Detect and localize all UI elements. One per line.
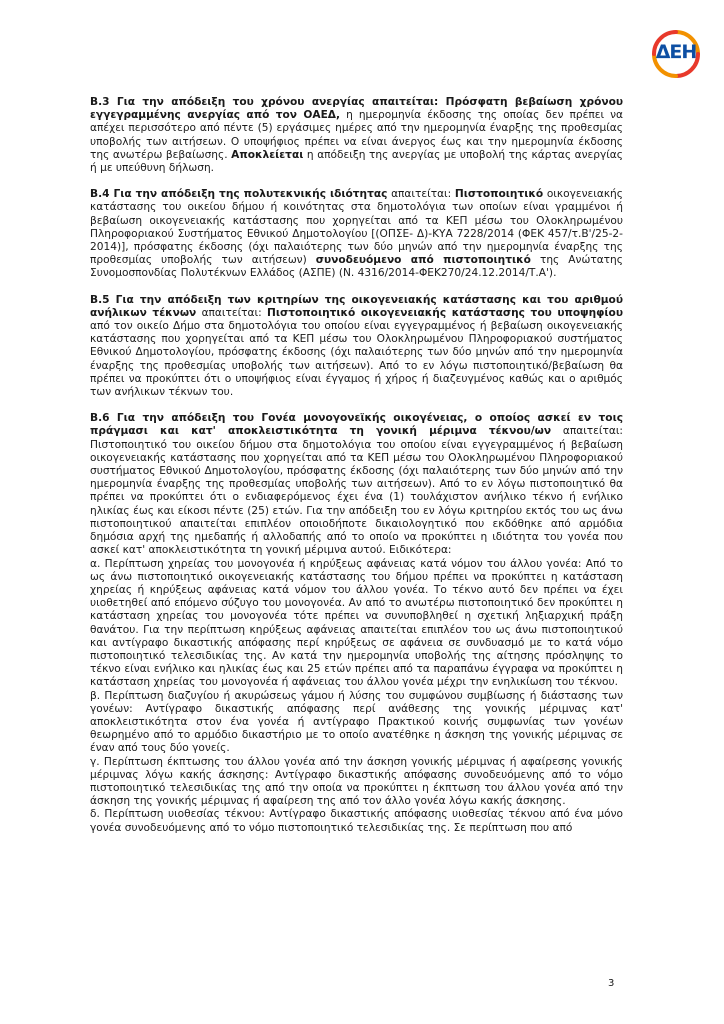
paragraph-b6c (90, 756, 623, 809)
body-text: από τον οικείο Δήμο στα δημοτολόγια του οποίου είναι εγγεγραμμένος ή βεβαίωση οικογενειακής κατάστασης που χορηγείται από τα ΚΕΠ μέσω του Ολοκληρωμένου Πληροφοριακού συστήματος Εθνικού Δημοτολογίου, πρόσφατης έκδοσης (όχι παλαιότερης των δύο μηνών από την ημερομηνία έναρξης της προθεσμίας υποβολής των αιτήσεων). Από το εν λόγω πιστοποιητικό/βεβαίωση θα πρέπει να προκύπτει ότι ο υποψήφιος είναι έγγαμος ή χήρος ή διαζευγμένος καθώς και ο αριθμός των ανήλικων τέκνων του. (90, 320, 623, 399)
document-body (90, 96, 623, 835)
body-text: η απόδειξη της ανεργίας με υποβολή της κάρτας ανεργίας ή με υπεύθυνη δήλωση. (90, 148, 624, 175)
bold-text: συνοδευόμενο από πιστοποιητικό (315, 254, 531, 267)
body-text: α. Περίπτωση χηρείας του μονογονέα ή κηρύξεως αφάνειας κατά νόμον του άλλου γονέα: Από το ως άνω πιστοποιητικό οικογενειακής κατάστασης του δήμου πρέπει να προκύπτει η κατάσταση χηρείας ή κηρύξεως αφάνειας κατά νόμον του άλλου γονέα. Το τέκνο αυτό δεν πρέπει να έχει υιοθετηθεί από επόμενο σύζυγο του μονογονέα. Αν από το ανωτέρω πιστοποιητικό δεν προκύπτει η κατάσταση χηρείας του μονογονέα τότε πρέπει να συνυποβληθεί η σχετική ληξιαρχική πράξη θανάτου. Για την περίπτωση κηρύξεως αφάνειας απαιτείται επιπλέον του ως άνω πιστοποιητικού και αντίγραφο δικαστικής απόφασης περί κηρύξεως σε αφάνεια σε συνδυασμό με το κατά νόμο πιστοποιητικό τελεσιδικίας της. Αν κατά την ημερομηνία υποβολής της αίτησης πρόσληψης το τέκνο είναι ενήλικο και ηλικίας έως και 25 ετών πρέπει από τα παραπάνω έγγραφα να προκύπτει η κατάσταση χηρείας του μονογονέα ή αφάνειας του άλλου γονέα μέχρι την ενηλικίωση του τέκνου. (90, 557, 623, 689)
bold-text: Πιστοποιητικό οικογενειακής κατάστασης του υποψηφίου (267, 306, 623, 319)
body-text: απαιτείται: (196, 306, 267, 319)
bold-text: Β.4 Για την απόδειξη της πολυτεκνικής ιδιότητας (90, 188, 388, 201)
paragraph-b5 (90, 294, 623, 400)
bold-text: Β.6 Για την απόδειξη του Γονέα μονογονεϊκής οικογένειας, ο οποίος ασκεί εν τοις πράγμασι και κατ' αποκλειστικότητα τη γονική μέριμνα τέκνου/ων (90, 412, 623, 438)
body-text: δ. Περίπτωση υιοθεσίας τέκνου: Αντίγραφο δικαστικής απόφασης υιοθεσίας τέκνου από ένα μόνο γονέα συνοδευόμενης από το νόμο πιστοποιητικό τελεσιδικίας της. Σε περίπτωση που από (90, 808, 623, 834)
body-text: β. Περίπτωση διαζυγίου ή ακυρώσεως γάμου ή λύσης του συμφώνου συμβίωσης ή διάστασης των γονέων: Αντίγραφο δικαστικής απόφασης περί ανάθεσης της γονικής μέριμνας κατ' αποκλειστικότητα στον ένα γονέα ή αντίγραφο Πρακτικού κοινής συμφωνίας των γονέων θεωρημένο από το αρμόδιο δικαστήριο με το οποίο ανατέθηκε η άσκηση της γονικής μέριμνας σε έναν από τους δύο γονείς. (90, 689, 623, 755)
paragraph-gap (90, 399, 623, 412)
body-text: η ημερομηνία έκδοσης της οποίας δεν πρέπει να απέχει περισσότερο από πέντε (5) εργάσιμες ημέρες από την ημερομηνία έναρξης της προθεσμίας υποβολής των αιτήσεων. Ο υποψήφιος πρέπει να είναι άνεργος έως και την ημερομηνία έκδοσης της ανωτέρω βεβαίωσης. (90, 109, 623, 161)
paragraph-b6b (90, 690, 623, 756)
bold-text: Αποκλείεται (231, 148, 304, 161)
body-text: οικογενειακής κατάστασης του οικείου δήμου ή κοινότητας στα δημοτολόγια των οποίων είναι γραμμένοι ή βεβαίωση οικογενειακής κατάστασης που χορηγείται από τα ΚΕΠ μέσω του Ολοκληρωμένου Πληροφοριακού Συστήματος Εθνικού Δημοτολογίου [(ΟΠΣΕ- Δ)-ΚΥΑ 7228/2014 (ΦΕΚ 457/τ.Β'/25-2-2014)], πρόσφατης έκδοσης (όχι παλαιότερης των δύο μηνών από την ημερομηνία έναρξης της προθεσμίας υποβολής των αιτήσεων) (90, 188, 623, 267)
body-text: γ. Περίπτωση έκπτωσης του άλλου γονέα από την άσκηση γονικής μέριμνας ή αφαίρεσης γονικής μέριμνας λόγω κακής άσκησης: Αντίγραφο δικαστικής απόφασης συνοδευόμενης από το νόμο πιστοποιητικό τελεσιδικίας της από την οποία να προκύπτει η έκπτωση του άλλου γονέα από την άσκηση της γονικής μέριμνας ή αφαίρεση της από τον άλλο γονέα λόγω κακής άσκησης. (90, 755, 623, 808)
body-text: απαιτείται: (387, 188, 455, 201)
paragraph-b6 (90, 412, 623, 557)
logo-text: ΔΕΗ (655, 41, 697, 63)
bold-text: Β.5 Για την απόδειξη των κριτηρίων της οικογενειακής κατάστασης και του αριθμού ανήλικων τέκνων (90, 293, 623, 319)
paragraph-gap (90, 281, 623, 294)
paragraph-b6a (90, 558, 623, 690)
body-text: απαιτείται: Πιστοποιητικό του οικείου δήμου στα δημοτολόγια του οποίου είναι εγγεγραμμένος ή βεβαίωση οικογενειακής κατάστασης που χορηγείται από τα ΚΕΠ μέσω του Ολοκληρωμένου Πληροφοριακού συστήματος Εθνικού Δημοτολογίου, πρόσφατης έκδοσης (όχι παλαιότερης των δύο μηνών από την ημερομηνία έναρξης της προθεσμίας υποβολής των αιτήσεων). Από το εν λόγω πιστοποιητικό θα πρέπει να προκύπτει ότι ο ενδιαφερόμενος έχει ένα (1) τουλάχιστον ανήλικο τέκνο ή ενήλικο ηλικίας έως και είκοσι πέντε (25) ετών. Για την απόδειξη του εν λόγω κριτηρίου εκτός του ως άνω πιστοποιητικού απαιτείται επιπλέον οποιοδήποτε δικαιολογητικό που εκδόθηκε από αρμόδια δημόσια αρχή της ημεδαπής ή αλλοδαπής από το οποίο να προκύπτει η ιδιότητα του γονέα που ασκεί κατ' αποκλειστικότητα τη γονική μέριμνα αυτού. Ειδικότερα: (90, 425, 623, 557)
page-number: 3 (608, 978, 615, 989)
paragraph-b3 (90, 96, 623, 175)
paragraph-gap (90, 175, 623, 188)
paragraph-b4 (90, 188, 623, 280)
bold-text: Πιστοποιητικό (454, 188, 544, 201)
bold-text: Β.3 Για την απόδειξη του χρόνου ανεργίας απαιτείται: Πρόσφατη βεβαίωση χρόνου εγγεγραμμένης ανεργίας από τον ΟΑΕΔ, (90, 96, 623, 122)
body-text: της Ανώτατης Συνομοσπονδίας Πολυτέκνων Ελλάδος (ΑΣΠΕ) (Ν. 4316/2014-ΦΕΚ270/24.12.2014/Τ.Α'). (90, 254, 623, 280)
paragraph-b6d (90, 808, 623, 834)
deh-logo (650, 28, 702, 80)
